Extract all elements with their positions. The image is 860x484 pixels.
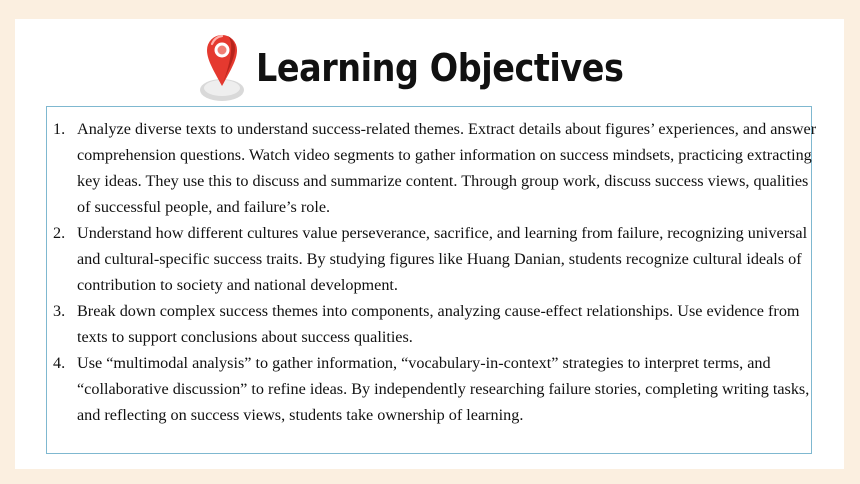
objective-item — [53, 350, 817, 428]
objective-text: Understand how different cultures value perseverance, sacrifice, and learning from failure, recognizing universal and cultural-specific success traits. By studying figures like Huang Danian, students recognize cultural ideals of contribution to society and national development. — [77, 224, 808, 294]
objectives-box — [46, 106, 817, 454]
location-pin-icon — [198, 28, 254, 108]
objective-number: 1. — [53, 120, 66, 138]
objective-number: 3. — [53, 302, 66, 320]
objective-text: Use “multimodal analysis” to gather information, “vocabulary-in-context” strategies to interpret terms, and “collaborative discussion” to refine ideas. By independently researching failure stories, completing writing tasks, and reflecting on success views, students take ownership of learning. — [77, 354, 810, 424]
objective-number: 4. — [53, 354, 66, 372]
page-title: Learning Objectives — [256, 46, 624, 90]
objective-text: Analyze diverse texts to understand success-related themes. Extract details about figures’ experiences, and answer comprehension questions. Watch video segments to gather information on success mindsets, practicing extracting key ideas. They use this to discuss and summarize content. Through group work, discuss success views, qualities of successful people, and failure’s role. — [77, 120, 817, 216]
objectives-list — [53, 116, 817, 428]
title-row — [198, 28, 628, 108]
objective-item — [53, 298, 817, 350]
objective-item — [53, 220, 817, 298]
objective-number: 2. — [53, 224, 66, 242]
objective-item — [53, 116, 817, 220]
objective-text: Break down complex success themes into components, analyzing cause-effect relationships. Use evidence from texts to support conclusions about success qualities. — [77, 302, 800, 346]
